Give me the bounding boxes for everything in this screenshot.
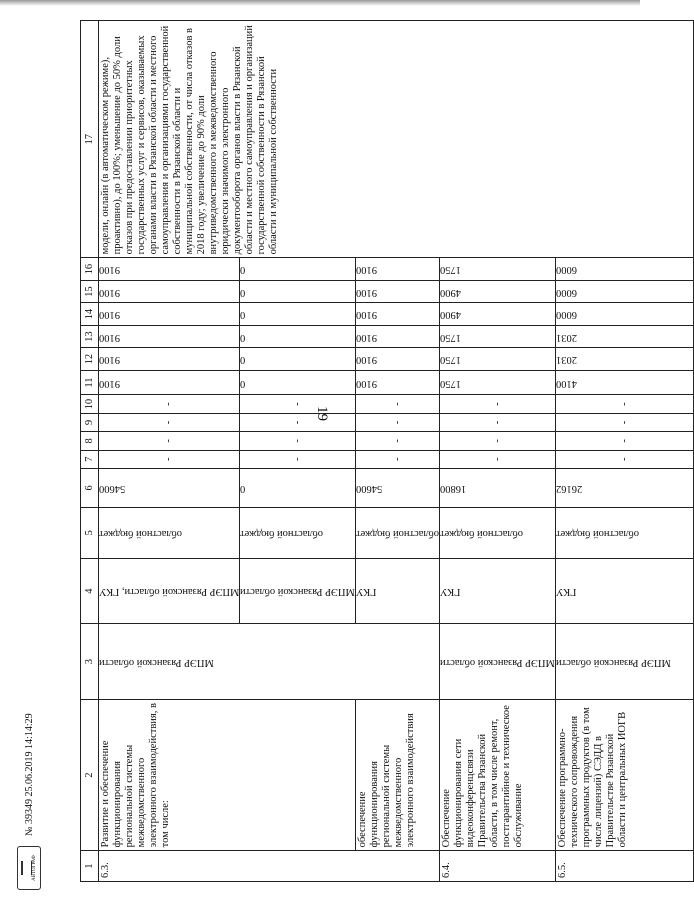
row-name: обеспечение функционирования региональной системы межведомственного электронного взаимодействия [356,700,440,851]
row-id: 6.3. [99,851,440,882]
executor-merged-cell [99,624,440,700]
header-cell: 8 [81,432,99,450]
row-name: Обеспечение функционирования сети видеоконференцсвязи Правительства Рязанской области, в том числе ремонт, постгарантийное и техническое обслуживание [440,700,556,851]
value: 0 [240,286,246,298]
executor-cell [240,558,356,623]
value: 9100 [99,309,120,321]
cell [556,370,694,395]
source-text: областной бюджет [556,527,640,539]
cell [356,348,440,370]
value: 9100 [356,264,378,276]
value: 9100 [356,331,378,343]
cell [440,303,556,325]
header-cell: 10 [81,395,99,413]
source-cell [440,507,556,558]
value: 1750 [440,377,462,389]
header-cell: 13 [81,325,99,347]
executor-cell [440,558,556,623]
header-cell: 17 [81,21,99,258]
value: 9100 [99,264,120,276]
header-cell: 16 [81,258,99,280]
cell: - [240,450,356,468]
cell: - [556,413,694,431]
total-text: 0 [240,482,246,494]
table-row [99,21,240,882]
cell: - [240,413,356,431]
value: 9100 [356,309,378,321]
stamp-label: АВТОГРАФ [31,855,37,881]
total-text: 16800 [440,482,467,494]
value: 2031 [556,331,578,343]
cell: - [99,395,240,413]
stamp-emblem-icon [21,861,32,875]
header-cell: 12 [81,348,99,370]
source-cell [99,507,240,558]
cell [356,370,440,395]
cell [440,370,556,395]
header-cell: 7 [81,450,99,468]
row-id: 6.5. [556,851,694,882]
source-cell [356,507,440,558]
value: 0 [240,331,246,343]
cell [440,258,556,280]
executor-text: МПЭР Рязанской области, ГКУ [99,586,240,598]
value: 6000 [556,286,578,298]
total-cell [440,468,556,507]
cell [356,258,440,280]
cell [99,303,240,325]
autograph-stamp [17,846,41,890]
value: 4900 [440,309,462,321]
cell [556,348,694,370]
cell [356,303,440,325]
header-cell: 3 [81,624,99,700]
value: 0 [240,264,246,276]
executor-text: ГКУ [356,586,377,598]
value: 2031 [556,354,578,366]
source-text: областной бюджет [240,527,324,539]
cell [99,348,240,370]
cell [356,280,440,302]
executor-merged-text: МПЭР Рязанской области [99,656,214,668]
total-cell [356,468,440,507]
total-cell [99,468,240,507]
executor-merged-text: МПЭР Рязанской области [440,656,556,668]
source-text: областной бюджет [356,527,440,539]
value: 9100 [99,377,120,389]
total-text: 26162 [556,482,583,494]
value: 9100 [356,354,378,366]
value: 0 [240,354,246,366]
value: 1750 [440,331,462,343]
cell [99,258,240,280]
value: 9100 [356,286,378,298]
cell [556,325,694,347]
page-number: 19 [314,406,330,421]
cell: - [99,413,240,431]
budget-table [80,20,694,882]
total-cell [240,468,356,507]
registration-number: № 39349 25.06.2019 14:14:29 [23,713,35,836]
value: 6000 [556,309,578,321]
cell [240,370,356,395]
cell [99,280,240,302]
cell: - [556,432,694,450]
source-cell [240,507,356,558]
header-cell: 2 [81,700,99,851]
cell [240,325,356,347]
scan-edge-shadow [0,0,640,6]
executor-text: ГКУ [440,586,461,598]
cell [440,280,556,302]
value: 4100 [556,377,578,389]
executor-text: МПЭР Рязанской области [240,586,356,598]
executor-cell [356,558,440,623]
executor-cell [99,558,240,623]
cell: - [440,395,556,413]
cell [99,370,240,395]
value: 0 [240,309,246,321]
source-text: областной бюджет [99,527,182,539]
row-name: Развитие и обеспечение функционирования региональной системы межведомственного электронного взаимодействия, в том числе: [99,700,356,851]
cell [556,258,694,280]
cell [556,303,694,325]
cell: - [356,432,440,450]
source-cell [556,507,694,558]
cell: - [440,432,556,450]
cell [240,258,356,280]
executor-merged-cell [440,624,556,700]
source-text: областной бюджет [440,527,524,539]
header-cell: 11 [81,370,99,395]
cell: - [356,413,440,431]
cell [356,325,440,347]
value: 6000 [556,264,578,276]
cell [556,280,694,302]
cell [240,280,356,302]
result-cell: модели, онлайн (в автоматическом режиме), проактивно), до 100%; уменьшение до 50% доли отказов при предоставлении приоритетных государственных услуг и сервисов, оказываемых органами власти в Рязанской области и местного самоуправления и организациями государственной собственности в Рязанской области и муниципальной собственности, от числа отказов в 2018 году; увеличение до 90% доли внутриведомственного и межведомственного юридически значимого электронного документооборота органов власти в Рязанской области и местного самоуправления и организаций государственной собственности в Рязанской области и муниципальной собственности [99,21,694,258]
cell [440,348,556,370]
cell: - [356,395,440,413]
value: 9100 [99,354,120,366]
header-cell: 9 [81,413,99,431]
budget-table-region [80,20,671,882]
value: 9100 [99,286,120,298]
cell: - [99,450,240,468]
row-name: Обеспечение программно-технического сопровождения программных продуктов (в том числе лицензий) СЭДД в Правительстве Рязанской области и центральных ИОГВ [556,700,694,851]
cell: - [356,450,440,468]
header-cell: 14 [81,303,99,325]
total-cell [556,468,694,507]
cell: - [440,450,556,468]
cell [440,325,556,347]
cell [240,348,356,370]
cell: - [556,450,694,468]
header-cell: 15 [81,280,99,302]
cell: - [99,432,240,450]
header-cell: 5 [81,507,99,558]
value: 1750 [440,264,462,276]
value: 9100 [356,377,378,389]
header-cell: 1 [81,851,99,882]
cell: - [556,395,694,413]
cell [99,325,240,347]
value: 0 [240,377,246,389]
total-text: 54600 [356,482,383,494]
value: 1750 [440,354,462,366]
value: 4900 [440,286,462,298]
cell [240,303,356,325]
cell: - [240,432,356,450]
header-row [81,21,99,882]
header-cell: 4 [81,558,99,623]
executor-merged-cell [556,624,694,700]
header-cell: 6 [81,468,99,507]
total-text: 54600 [99,482,126,494]
executor-cell [556,558,694,623]
executor-text: ГКУ [556,586,577,598]
cell: - [440,413,556,431]
row-id: 6.4. [440,851,556,882]
value: 9100 [99,331,120,343]
executor-merged-text: МПЭР Рязанской области [556,656,671,668]
registration-footer [9,560,49,890]
cell: - [240,395,356,413]
